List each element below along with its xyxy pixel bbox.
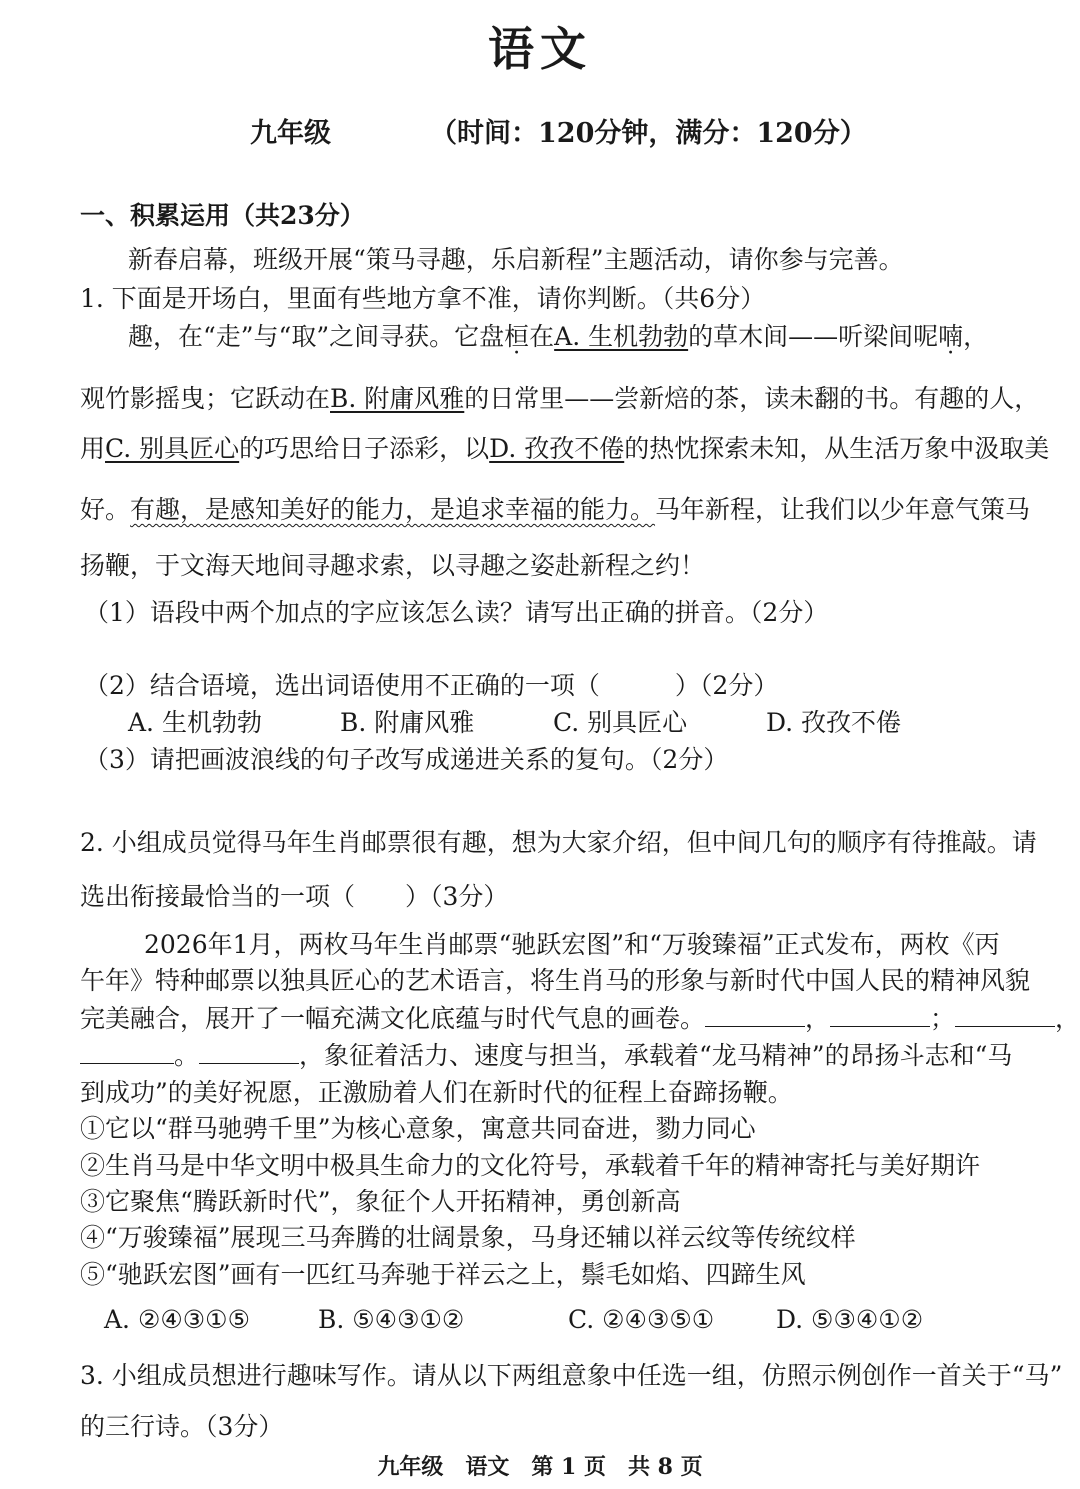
page-footer: 九年级 语文 第 1 页 共 8 页 xyxy=(377,1454,703,1480)
underlined-option-a: A. 生机勃勃 xyxy=(554,322,689,351)
q1-passage-line4 xyxy=(80,495,1030,525)
exam-title: 语文 xyxy=(488,22,592,76)
blank-5[interactable] xyxy=(199,1041,299,1064)
q3-stem-line1: 3. 小组成员想进行趣味写作。请从以下两组意象中任选一组，仿照示例创作一首关于“马” xyxy=(80,1361,1063,1390)
q1-text: 在 xyxy=(529,322,555,351)
q2-para-line2: 午年》特种邮票以独具匠心的艺术语言，将生肖马的形象与新时代中国人民的精神风貌 xyxy=(80,966,1031,995)
q1-passage-line1 xyxy=(128,322,988,352)
q1-text: 用 xyxy=(80,434,106,463)
q2-text: ，象征着活力、速度与担当，承载着“龙马精神”的昂扬斗志和“马 xyxy=(299,1041,1013,1070)
punct: ； xyxy=(930,1004,956,1033)
q2-item-4: ④“万骏臻福”展现三马奔腾的壮阔景象，马身还辅以祥云纹等传统纹样 xyxy=(80,1223,856,1252)
q2-item-3: ③它聚焦“腾跃新时代”，象征个人开拓精神，勇创新高 xyxy=(80,1187,681,1216)
punct: ， xyxy=(1055,1004,1080,1033)
q1-text: 观竹影摇曳；它跃动在 xyxy=(80,384,331,413)
q1-text: 好。 xyxy=(80,495,131,524)
q1-passage-line5: 扬鞭，于文海天地间寻趣求索，以寻趣之姿赴新程之约！ xyxy=(80,551,706,580)
q1-text: 趣，在“走”与“取”之间寻获。它盘 xyxy=(128,322,505,351)
blank-4[interactable] xyxy=(80,1041,174,1064)
punct: ， xyxy=(805,1004,831,1033)
q1-text: 的日常里——尝新焙的茶，读未翻的书。有趣的人， xyxy=(464,384,1040,413)
q1-option-b: B. 附庸风雅 xyxy=(340,708,475,737)
punct: 。 xyxy=(174,1041,200,1070)
underlined-option-b: B. 附庸风雅 xyxy=(330,384,465,413)
q2-para-line1: 2026年1月，两枚马年生肖邮票“驰跃宏图”和“万骏臻福”正式发布，两枚《丙 xyxy=(144,930,1000,959)
section-title: 一、积累运用（共23分） xyxy=(80,201,365,230)
underlined-option-c: C. 别具匠心 xyxy=(105,434,240,463)
q1-text: 马年新程，让我们以少年意气策马 xyxy=(655,495,1031,524)
q1-sub3: （3）请把画波浪线的句子改写成递进关系的复句。（2分） xyxy=(84,745,729,774)
q2-choice-b: B. ⑤④③①② xyxy=(318,1305,465,1334)
q1-sub1: （1）语段中两个加点的字应该怎么读？请写出正确的拼音。（2分） xyxy=(84,598,829,627)
q2-para-line5: 到成功”的美好祝愿，正激励着人们在新时代的征程上奋蹄扬鞭。 xyxy=(80,1078,793,1107)
q1-stem: 1. 下面是开场白，里面有些地方拿不准，请你判断。（共6分） xyxy=(80,284,766,313)
q2-stem-line2: 选出衔接最恰当的一项（ ）（3分） xyxy=(80,882,509,911)
blank-3[interactable] xyxy=(955,1004,1055,1027)
grade-label: 九年级 xyxy=(250,118,331,149)
q2-para-line4 xyxy=(80,1041,1012,1071)
q2-item-5: ⑤“驰跃宏图”画有一匹红马奔驰于祥云之上，鬃毛如焰、四蹄生风 xyxy=(80,1260,806,1289)
q2-choice-c: C. ②④③⑤① xyxy=(568,1305,715,1334)
q1-text: 的巧思给日子添彩，以 xyxy=(239,434,490,463)
blank-2[interactable] xyxy=(830,1004,930,1027)
q1-text: 的草木间——听梁间呢 xyxy=(688,322,939,351)
q1-option-c: C. 别具匠心 xyxy=(553,708,688,737)
exam-info: （时间：120分钟，满分：120分） xyxy=(430,118,867,149)
q1-text: ， xyxy=(963,322,989,351)
q2-para-line3 xyxy=(80,1004,1080,1034)
q2-item-1: ①它以“群马驰骋千里”为核心意象，寓意共同奋进，勠力同心 xyxy=(80,1114,756,1143)
dotted-char: 桓 xyxy=(504,322,530,351)
q1-passage-line3 xyxy=(80,434,1049,464)
q3-stem-line2: 的三行诗。（3分） xyxy=(80,1412,284,1441)
wavy-sentence: 有趣，是感知美好的能力，是追求幸福的能力。 xyxy=(130,495,656,524)
q2-choice-d: D. ⑤③④①② xyxy=(776,1305,924,1334)
section-intro: 新春启幕，班级开展“策马寻趣，乐启新程”主题活动，请你参与完善。 xyxy=(128,245,904,274)
q1-passage-line2 xyxy=(80,384,1039,414)
q2-stem-line1: 2. 小组成员觉得马年生肖邮票很有趣，想为大家介绍，但中间几句的顺序有待推敲。请 xyxy=(80,828,1037,857)
q2-item-2: ②生肖马是中华文明中极具生命力的文化符号，承载着千年的精神寄托与美好期许 xyxy=(80,1151,981,1180)
q1-option-d: D. 孜孜不倦 xyxy=(766,708,902,737)
q1-text: 的热忱探索未知，从生活万象中汲取美 xyxy=(624,434,1050,463)
q1-sub2: （2）结合语境，选出词语使用不正确的一项（ ）（2分） xyxy=(84,671,779,700)
q2-choice-a: A. ②④③①⑤ xyxy=(104,1305,251,1334)
q2-text: 完美融合，展开了一幅充满文化底蕴与时代气息的画卷。 xyxy=(80,1004,706,1033)
underlined-option-d: D. 孜孜不倦 xyxy=(489,434,625,463)
dotted-char: 喃 xyxy=(938,322,964,351)
q1-option-a: A. 生机勃勃 xyxy=(128,708,262,737)
blank-1[interactable] xyxy=(705,1004,805,1027)
